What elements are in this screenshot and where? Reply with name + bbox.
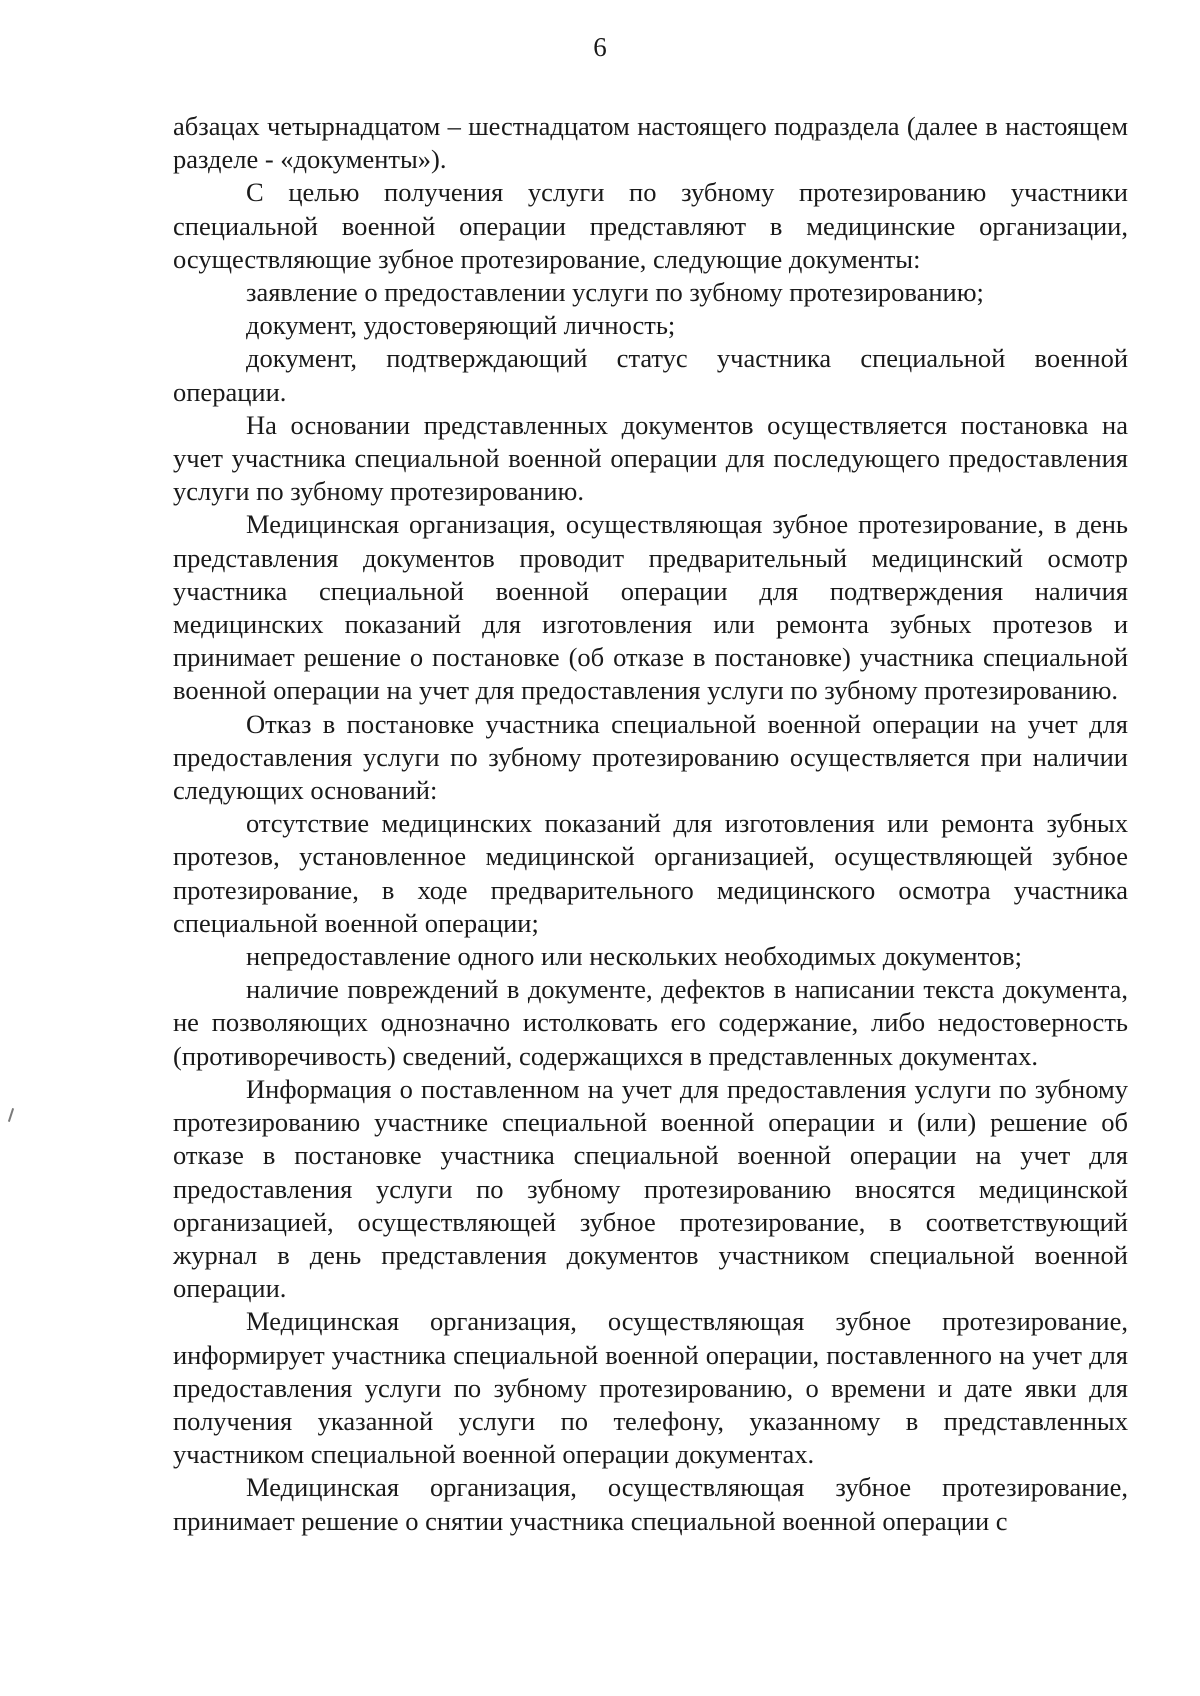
paragraph: На основании представленных документов осуществляется постановка на учет участника специальной военной операции для последующего предоставления услуги по зубному протезированию.: [173, 409, 1128, 507]
document-body: [173, 110, 1128, 1538]
scan-artifact: [8, 1108, 14, 1122]
list-item: документ, удостоверяющий личность;: [246, 310, 676, 341]
paragraph: Отказ в постановке участника специальной военной операции на учет для предоставления услуги по зубному протезированию осуществляется при наличии следующих оснований:: [173, 708, 1128, 806]
page-number: 6: [593, 32, 607, 62]
list-item: непредоставление одного или нескольких необходимых документов;: [246, 941, 1022, 972]
paragraph: Информация о поставленном на учет для предоставления услуги по зубному протезированию участнике специальной военной операции и (или) решение об отказе в постановке участника специальной военной операции на учет для предоставления услуги по зубному протезированию вносятся медицинской организацией, осуществляющей зубное протезирование, в соответствующий журнал в день представления документов участником специальной военной операции.: [173, 1073, 1128, 1304]
paragraph: Медицинская организация, осуществляющая зубное протезирование, информирует участника специальной военной операции, поставленного на учет для предоставления услуги по зубному протезированию, о времени и дате явки для получения указанной услуги по телефону, указанному в представленных участником специальной военной операции документах.: [173, 1306, 1128, 1470]
paragraph: С целью получения услуги по зубному протезированию участники специальной военной операции представляют в медицинские организации, осуществляющие зубное протезирование, следующие документы:: [173, 177, 1128, 274]
paragraph: Медицинская организация, осуществляющая зубное протезирование, в день представления документов проводит предварительный медицинский осмотр участника специальной военной операции для подтверждения наличия медицинских показаний для изготовления или ремонта зубных протезов и принимает решение о постановке (об отказе в постановке) участника специальной военной операции на учет для предоставления услуги по зубному протезированию.: [173, 509, 1128, 706]
list-item: заявление о предоставлении услуги по зубному протезированию;: [246, 277, 984, 308]
list-item: документ, подтверждающий статус участника специальной военной операции.: [173, 343, 1128, 407]
list-item: наличие повреждений в документе, дефектов в написании текста документа, не позволяющих однозначно истолковать его содержание, либо недостоверность (противоречивость) сведений, содержащихся в представленных документах.: [173, 974, 1128, 1071]
list-item: отсутствие медицинских показаний для изготовления или ремонта зубных протезов, установленное медицинской организацией, осуществляющей зубное протезирование, в ходе предварительного медицинского осмотра участника специальной военной операции;: [173, 808, 1128, 938]
paragraph: абзацах четырнадцатом – шестнадцатом настоящего подраздела (далее в настоящем разделе - «документы»).: [173, 111, 1128, 175]
paragraph: Медицинская организация, осуществляющая зубное протезирование, принимает решение о снятии участника специальной военной операции с: [173, 1472, 1128, 1536]
